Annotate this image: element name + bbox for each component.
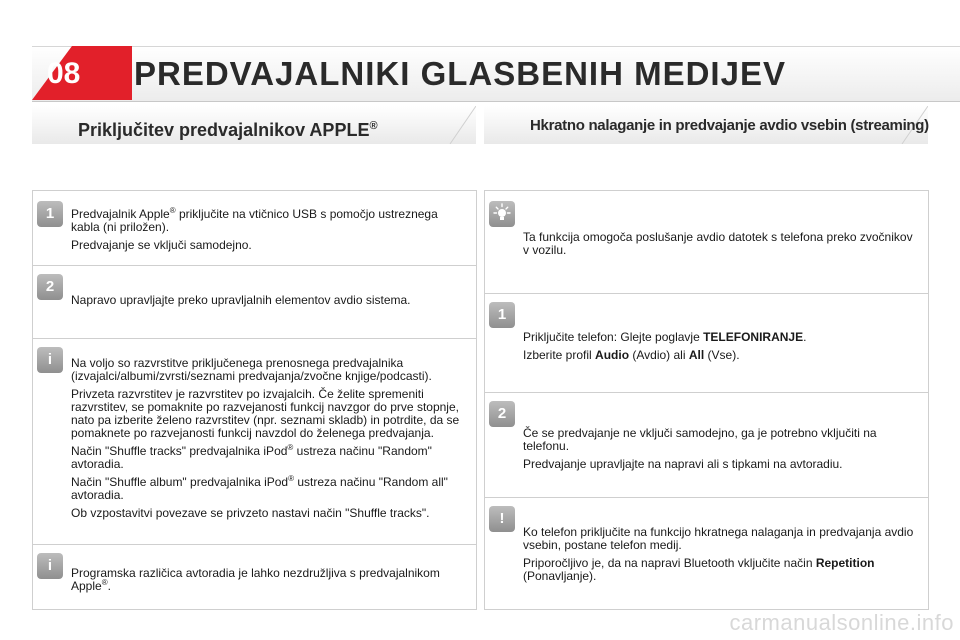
left-column — [32, 190, 477, 610]
step-1-badge: 1 — [37, 201, 63, 227]
paragraph: Način "Shuffle album" predvajalnika iPod® ustreza načinu "Random all" avtoradia. — [71, 474, 448, 502]
paragraph: Ko telefon priključite na funkcijo hkratnega nalaganja in predvajanja avdio vsebin, postane telefon medij. — [523, 525, 914, 552]
lightbulb-icon-svg — [489, 201, 515, 227]
paragraph: Programska različica avtoradia je lahko nezdružljiva s predvajalnikom Apple®. — [71, 566, 440, 593]
info-icon: i — [37, 347, 63, 373]
paragraph: Način "Shuffle tracks" predvajalnika iPod® ustreza načinu "Random" avtoradia. — [71, 443, 432, 471]
paragraph: Ta funkcija omogoča poslušanje avdio datotek s telefona preko zvočnikov v vozilu. — [523, 230, 913, 257]
paragraph: Priključite telefon: Glejte poglavje TELEFONIRANJE. — [523, 330, 807, 344]
left-block-1-text — [71, 208, 464, 257]
left-block-info-text — [71, 357, 464, 525]
right-column — [484, 190, 929, 610]
right-block-warning — [485, 498, 928, 609]
paragraph: Izberite profil Audio (Avdio) ali All (Vse). — [523, 348, 740, 362]
paragraph: Napravo upravljajte preko upravljalnih elementov avdio sistema. — [71, 293, 411, 307]
left-block-2-text — [71, 294, 464, 312]
page-title: PREDVAJALNIKI GLASBENIH MEDIJEV — [134, 55, 786, 92]
paragraph: Predvajanje se vključi samodejno. — [71, 238, 252, 252]
left-block-1 — [33, 191, 476, 266]
paragraph: Če se predvajanje ne vključi samodejno, ga je potrebno vključiti na telefonu. — [523, 426, 877, 453]
left-block-info — [33, 339, 476, 545]
step-2-badge: 2 — [37, 274, 63, 300]
left-block-info-2-text — [71, 567, 464, 598]
paragraph: Predvajalnik Apple® priključite na vtičnico USB s pomočjo ustreznega kabla (ni priložen). — [71, 206, 438, 234]
right-block-tip — [485, 191, 928, 294]
info-icon: i — [37, 553, 63, 579]
paragraph: Ob vzpostavitvi povezave se privzeto nastavi način "Shuffle tracks". — [71, 506, 430, 520]
paragraph: Priporočljivo je, da na napravi Bluetooth vključite način Repetition (Ponavljanje). — [523, 556, 875, 583]
lightbulb-icon — [489, 201, 515, 227]
left-section-title: Priključitev predvajalnikov APPLE® — [78, 120, 378, 140]
paragraph: Na voljo so razvrstitve priključenega prenosnega predvajalnika (izvajalci/albumi/zvrsti/seznami predvajanja/zvočne knjige/podcasti). — [71, 356, 432, 383]
right-block-warning-text — [523, 526, 916, 588]
right-block-tip-text — [523, 231, 916, 262]
left-block-info-2 — [33, 545, 476, 609]
right-block-2 — [485, 393, 928, 498]
left-block-2 — [33, 266, 476, 339]
warning-icon: ! — [489, 506, 515, 532]
step-2-badge: 2 — [489, 401, 515, 427]
right-block-1-text — [523, 331, 916, 367]
right-block-1 — [485, 294, 928, 393]
watermark: carmanualsonline.info — [729, 610, 954, 635]
paragraph: Privzeta razvrstitev je razvrstitev po izvajalcih. Če želite spremeniti razvrstitev, se pomaknite po razvejanosti funkcij navzgor do prve stopnje, nato pa izberite želeno razvrstitev (npr. seznami skladb) in potrdite, da se pomaknete po razvejanosti funkcij navzdol do želenega predvajanja. — [71, 387, 460, 440]
chapter-number: 08 — [47, 57, 81, 90]
right-section-title: Hkratno nalaganje in predvajanje avdio vsebin (streaming) — [530, 117, 929, 134]
step-1-badge: 1 — [489, 302, 515, 328]
paragraph: Predvajanje upravljajte na napravi ali s tipkami na avtoradiu. — [523, 457, 843, 471]
right-block-2-text — [523, 427, 916, 476]
